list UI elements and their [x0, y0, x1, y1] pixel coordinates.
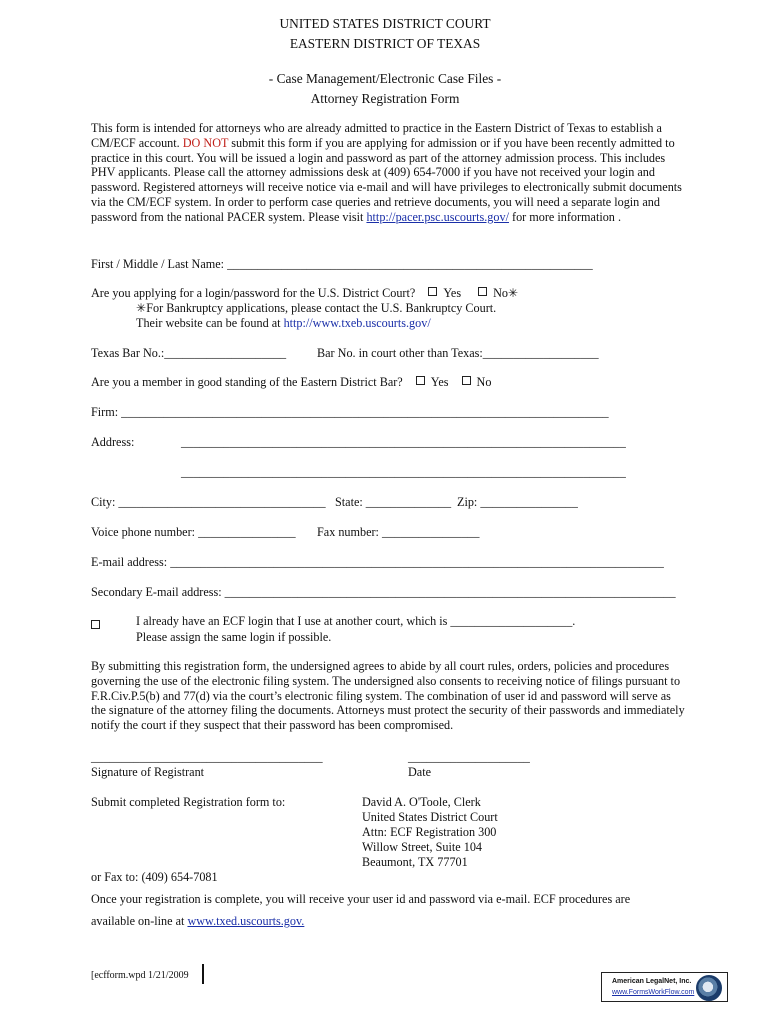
agreement-paragraph: By submitting this registration form, the undersigned agrees to abide by all court rules, orders, policies and procedures governing the use of the electronic filing system. The undersigned also consents to receiving notice of filings pursuant to F.R.Civ.P.5(b) and 77(d) via the court’s electronic filing system. The combination of user id and password will serve as the signature of the attorney filing the documents. Attorneys must protect the security of their passwords and immediately notify the court if they suspect that their password has been compromised. [91, 659, 685, 733]
applying-yes-checkbox[interactable] [428, 287, 437, 296]
good-standing-yes-checkbox[interactable] [416, 376, 425, 385]
existing-login-checkbox[interactable] [91, 617, 106, 635]
good-standing-no-label: No [476, 375, 492, 389]
do-not-warning: DO NOT [182, 135, 229, 150]
bankruptcy-note: ✳For Bankruptcy applications, please contact the U.S. Bankruptcy Court. [136, 301, 497, 315]
street-line: Willow Street, Suite 104 [362, 840, 483, 854]
fax-to: or Fax to: (409) 654-7081 [91, 870, 218, 884]
firm-field[interactable]: Firm: ________________________________________________________________________________ [91, 405, 609, 419]
txed-link[interactable]: www.txed.uscourts.gov. [187, 914, 305, 928]
attn-line: Attn: ECF Registration 300 [362, 825, 497, 839]
good-standing-no-checkbox[interactable] [462, 376, 471, 385]
court-address-line: United States District Court [362, 810, 498, 824]
globe-icon [696, 975, 722, 1001]
texas-bar-field[interactable]: Texas Bar No.:____________________ [91, 346, 287, 360]
applying-question [91, 286, 518, 301]
intro-text-1: This form is intended for attorneys who are already admitted to practice in the Eastern District of Texas to establish a CM/ECF account. [91, 121, 662, 150]
logo-url[interactable]: www.FormsWorkFlow.com [612, 989, 695, 996]
closing-prefix: available on-line at [91, 914, 188, 928]
district-name: EASTERN DISTRICT OF TEXAS [289, 36, 481, 51]
signature-label: Signature of Registrant [91, 765, 205, 779]
bankruptcy-website-prefix: Their website can be found at [136, 316, 284, 330]
footer-bracket [202, 964, 204, 984]
submit-label: Submit completed Registration form to: [91, 795, 286, 809]
good-standing-question [91, 375, 491, 390]
secondary-email-field[interactable]: Secondary E-mail address: __________________________________________________________________________ [91, 585, 676, 599]
address-label: Address: [91, 435, 135, 449]
voice-phone-field[interactable]: Voice phone number: ________________ [91, 525, 296, 539]
intro-paragraph [91, 121, 683, 225]
form-title: Attorney Registration Form [310, 91, 460, 106]
bankruptcy-website [136, 316, 431, 331]
bankruptcy-website-link[interactable]: http://www.txeb.uscourts.gov/ [283, 316, 431, 330]
name-field[interactable]: First / Middle / Last Name: ____________________________________________________________ [91, 257, 593, 271]
existing-login-text: I already have an ECF login that I use at another court, which is ____________________. [136, 614, 576, 628]
date-label: Date [408, 765, 432, 779]
applying-no-label: No✳ [493, 286, 519, 300]
other-bar-field[interactable]: Bar No. in court other than Texas:___________________ [317, 346, 599, 360]
intro-text-3: for more information . [508, 209, 621, 224]
address-line-1[interactable]: _________________________________________________________________________ [181, 435, 626, 449]
clerk-name: David A. O'Toole, Clerk [362, 795, 481, 809]
pacer-link[interactable]: http://pacer.psc.uscourts.gov/ [366, 209, 509, 224]
good-standing-text: Are you a member in good standing of the Eastern District Bar? [91, 375, 403, 389]
applying-yes-label: Yes [443, 286, 462, 300]
applying-no-checkbox[interactable] [478, 287, 487, 296]
good-standing-yes-label: Yes [430, 375, 449, 389]
closing-line-1: Once your registration is complete, you will receive your user id and password via e-mail. ECF procedures are [91, 892, 631, 906]
logo-company-name: American LegalNet, Inc. [612, 978, 692, 985]
court-name: UNITED STATES DISTRICT COURT [279, 16, 491, 31]
intro-text-2: submit this form if you are applying for admission or if you have been recently admitted to practice in this court. You will be issued a login and password as part of the attorney admission process. This includes PHV applicants. Please call the attorney admissions desk at (409) 654-7000 if you have not received your login and password. Registered attorneys will receive notice via e-mail and will have privileges to electronically submit documents via the CM/ECF system. In order to perform case queries and retrieve documents, you will need a separate login and password from the national PACER system. Please visit [91, 135, 682, 224]
system-name: - Case Management/Electronic Case Files - [268, 71, 502, 86]
email-field[interactable]: E-mail address: _________________________________________________________________________________ [91, 555, 664, 569]
american-legalnet-logo[interactable] [601, 972, 728, 1002]
address-line-2[interactable]: _________________________________________________________________________ [181, 465, 626, 479]
applying-question-text: Are you applying for a login/password for the U.S. District Court? [91, 286, 416, 300]
fax-field[interactable]: Fax number: ________________ [317, 525, 480, 539]
zip-field[interactable]: Zip: ________________ [457, 495, 578, 509]
signature-line[interactable]: ______________________________________ [91, 750, 323, 764]
state-field[interactable]: State: ______________ [335, 495, 452, 509]
date-line[interactable]: ____________________ [408, 750, 530, 764]
closing-line-2 [91, 914, 304, 929]
file-reference: [ecfform.wpd 1/21/2009 [91, 970, 189, 981]
city-state-zip-line: Beaumont, TX 77701 [362, 855, 468, 869]
city-field[interactable]: City: __________________________________ [91, 495, 326, 509]
same-login-request: Please assign the same login if possible. [136, 630, 332, 644]
